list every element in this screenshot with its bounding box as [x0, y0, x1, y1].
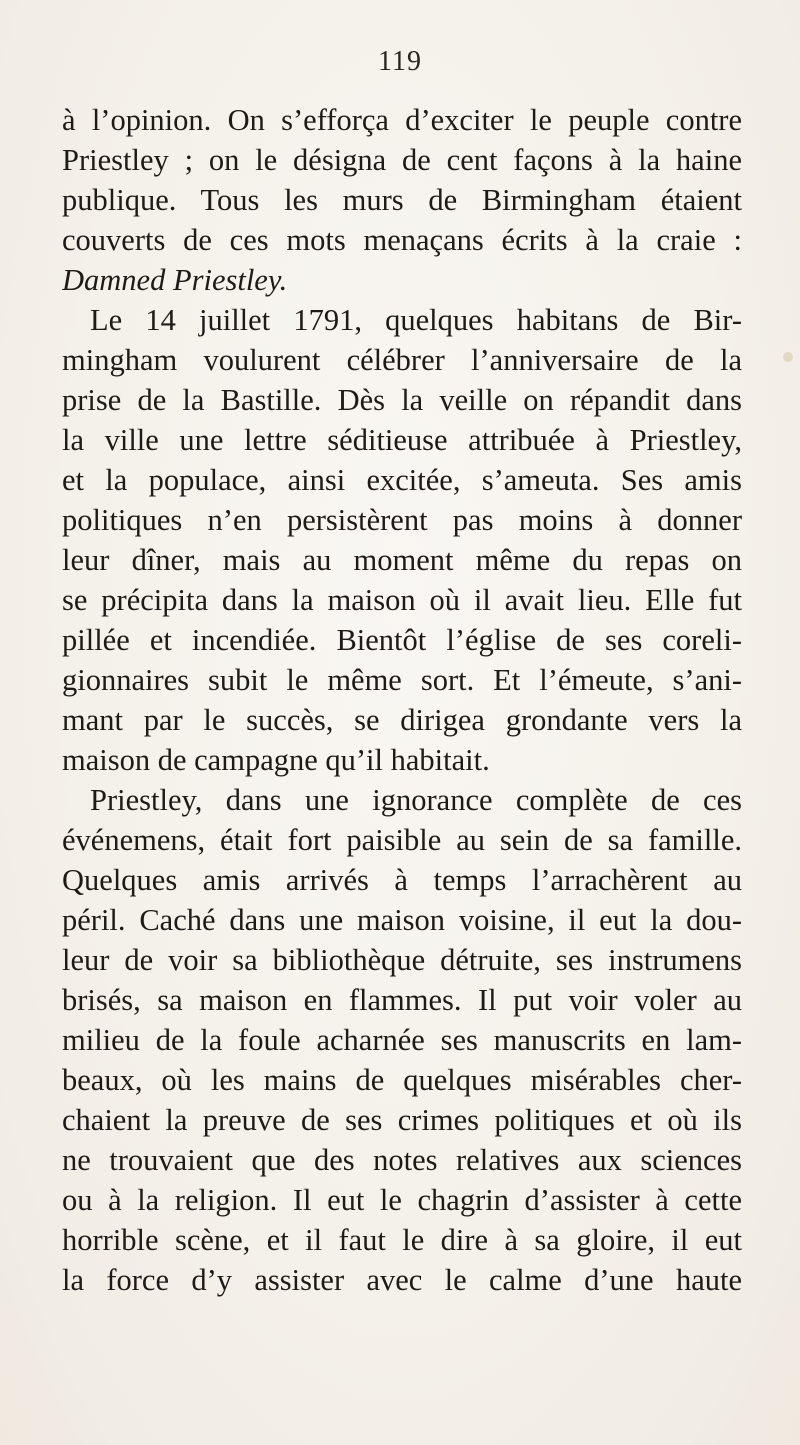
- text-line: ou à la religion. Il eut le chagrin d’assister à cette: [62, 1183, 742, 1217]
- text-line: brisés, sa maison en flammes. Il put voir voler au: [62, 983, 742, 1017]
- text-line: maison de campagne qu’il habitait.: [62, 743, 490, 777]
- text-line: leur de voir sa bibliothèque détruite, ses instrumens: [62, 943, 742, 977]
- text-line: se précipita dans la maison où il avait lieu. Elle fut: [62, 583, 742, 617]
- text-line: milieu de la foule acharnée ses manuscrits en lam-: [62, 1023, 742, 1057]
- text-line: mingham voulurent célébrer l’anniversaire de la: [62, 343, 742, 377]
- text-line: horrible scène, et il faut le dire à sa gloire, il eut: [62, 1223, 742, 1257]
- text-line: prise de la Bastille. Dès la veille on répandit dans: [62, 383, 742, 417]
- text-line: événemens, était fort paisible au sein de sa famille.: [62, 823, 742, 857]
- text-line: couverts de ces mots menaçans écrits à la craie :: [62, 223, 742, 257]
- text-line-italic: Damned Priestley.: [62, 263, 288, 297]
- text-line: à l’opinion. On s’efforça d’exciter le peuple contre: [62, 103, 742, 137]
- text-line: et la populace, ainsi excitée, s’ameuta. Ses amis: [62, 463, 742, 497]
- text-line: chaient la preuve de ses crimes politiques et où ils: [62, 1103, 742, 1137]
- page-number: 119: [378, 46, 422, 77]
- text-line: beaux, où les mains de quelques misérables cher-: [62, 1063, 742, 1097]
- text-line: Priestley ; on le désigna de cent façons à la haine: [62, 143, 742, 177]
- text-line: la ville une lettre séditieuse attribuée à Priestley,: [62, 423, 742, 457]
- body-text: [62, 100, 742, 1300]
- text-line: péril. Caché dans une maison voisine, il eut la dou-: [62, 903, 742, 937]
- text-line: Priestley, dans une ignorance complète de ces: [90, 783, 742, 817]
- text-line: politiques n’en persistèrent pas moins à donner: [62, 503, 742, 537]
- text-line: Le 14 juillet 1791, quelques habitans de Bir-: [90, 303, 742, 337]
- text-line: la force d’y assister avec le calme d’une haute: [62, 1263, 742, 1297]
- text-line: mant par le succès, se dirigea grondante vers la: [62, 703, 742, 737]
- text-line: gionnaires subit le même sort. Et l’émeute, s’ani-: [62, 663, 742, 697]
- text-line: pillée et incendiée. Bientôt l’église de ses coreli-: [62, 623, 742, 657]
- text-line: ne trouvaient que des notes relatives aux sciences: [62, 1143, 742, 1177]
- text-line: leur dîner, mais au moment même du repas on: [62, 543, 742, 577]
- paper-spot: [783, 352, 793, 362]
- text-line: Quelques amis arrivés à temps l’arrachèrent au: [62, 863, 742, 897]
- text-line: publique. Tous les murs de Birmingham étaient: [62, 183, 742, 217]
